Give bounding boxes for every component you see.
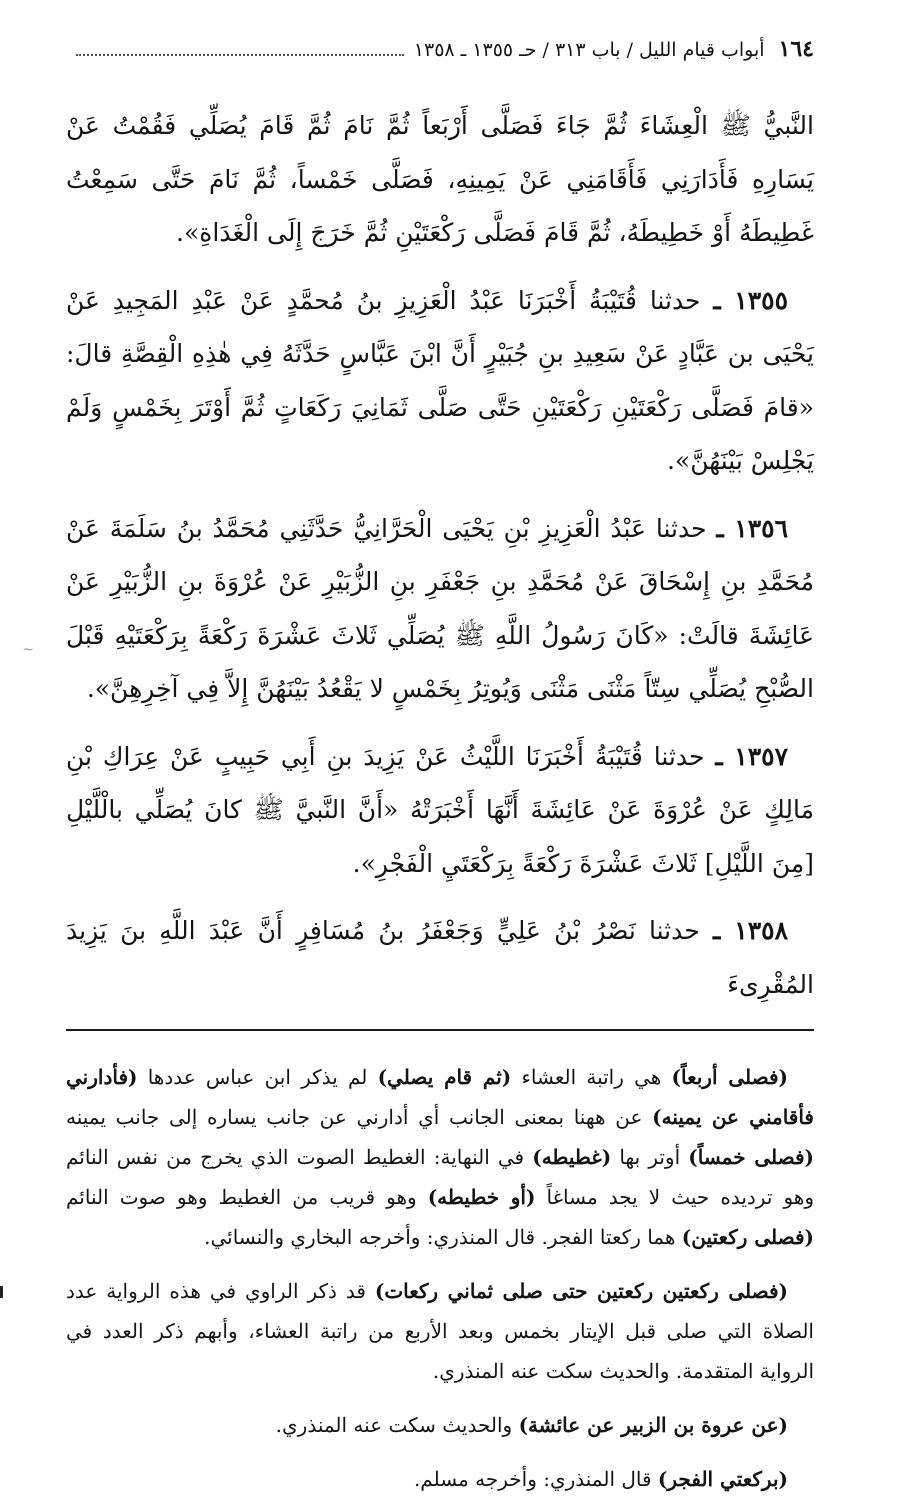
hadith-body: حدثنا نَصْرُ بْنُ عَلِيٍّ وَجَعْفَرُ بنُ مُسَافِرٍ أَنَّ عَبْدَ اللَّهِ بنَ يَزِيدَ المُقْرِىءَ [66, 916, 814, 999]
hadith-text [66, 99, 814, 1011]
commentary-note: (فصلى أربعاً) هي راتبة العشاء (ثم قام يصلي) لم يذكر ابن عباس عددها (فأدارني فأقامني عن يمينه) عن ههنا بمعنى الجانب أي أدارني عن جانب يساره إلى جانب يمينه (فصلى خمساً) أوتر بها (غطيطه) في النهاية: الغطيط الصوت الذي يخرج من نفس النائم وهو ترديده حيث لا يجد مساغاً (أو خطيطه) وهو قريب من الغطيط وهو صوت النائم (فصلى ركعتين) هما ركعتا الفجر. قال المنذري: وأخرجه البخاري والنسائي. [66, 1065, 814, 1249]
hadith-number: ١٣٥٨ ـ [712, 916, 789, 945]
page-number: ١٦٤ [778, 36, 814, 62]
margin-mark: ~ [22, 642, 34, 658]
hadith-body: حدثنا قُتَيْبَةُ أَخْبَرَنَا عَبْدُ الْعَزِيزِ بنُ مُحمَّدٍ عَنْ عَبْدِ المَجِيدِ عَنْ يَحْيَى بن عَبَّادٍ عَنْ سَعِيدِ بنِ جُبَيْرٍ أَنَّ ابْنَ عَبَّاسٍ حَدَّثَهُ فِي هٰذِهِ الْقِصَّةِ قالَ: «قامَ فَصَلَّى رَكْعَتَيْنِ رَكْعَتَيْنِ حَتَّى صَلَّى ثَمَانِيَ رَكَعَاتٍ ثُمَّ أَوْتَرَ بِخَمْسٍ وَلَمْ يَجْلِسْ بَيْنَهُنَّ». [66, 285, 814, 475]
hadith-number: ١٣٥٥ ـ [713, 285, 788, 315]
running-title: أبواب قيام الليل / باب ٣١٣ / حـ ١٣٥٥ ـ ١٣٥٨ [413, 39, 765, 61]
hadith-number: ١٣٥٦ ـ [716, 513, 789, 543]
header-dot-leader [76, 54, 404, 56]
hadith-continuation: النَّبيُّ ﷺ الْعِشَاءَ ثُمَّ جَاءَ فَصَلَّى أَرْبَعاً ثُمَّ نَامَ ثُمَّ قَامَ يُصَلِّي فَقُمْتُ عَنْ يَسَارِهِ فَأَدَارَنِي فَأَقَامَنِي عَنْ يَمِينِهِ، فَصَلَّى خَمْساً، ثُمَّ نَامَ حَتَّى سَمِعْتُ غَطِيطَهُ أَوْ خَطِيطَهُ، ثُمَّ قَامَ فَصَلَّى رَكْعَتَيْنِ ثُمَّ خَرَجَ إِلَى الْغَدَاةِ». [66, 111, 814, 247]
commentary-note: (عن عروة بن الزبير عن عائشة) والحديث سكت عنه المنذري. [275, 1413, 788, 1437]
scan-edge-mark [0, 1286, 3, 1298]
footnote-divider [66, 1029, 814, 1031]
commentary-note: (فصلى ركعتين ركعتين حتى صلى ثماني ركعات) قد ذكر الراوي في هذه الرواية عدد الصلاة التي صلى قبل الإيتار بخمس وبعد الأربع من راتبة العشاء، وأبهم ذكر العدد في الرواية المتقدمة. والحديث سكت عنه المنذري. [66, 1279, 814, 1383]
hadith-1358 [66, 904, 814, 1011]
hadith-1356 [66, 502, 814, 716]
commentary [66, 1057, 814, 1499]
commentary-note: (بركعتي الفجر) قال المنذري: وأخرجه مسلم. [413, 1467, 788, 1491]
hadith-body: حدثنا قُتَيْبَةُ أَخْبَرَنَا اللَّيْثُ عَنْ يَزِيدَ بنِ أَبِي حَبِيبٍ عَنْ عِرَاكِ بْنِ مَالِكٍ عَنْ عُرْوَةَ عَنْ عَائِشَةَ أَنَّهَا أَخْبَرَتْهُ «أَنَّ النَّبيَّ ﷺ كانَ يُصَلِّي بالْلَّيْلِ [مِنَ اللَّيْلِ] ثَلاثَ عَشْرَةَ رَكْعَةً بِرَكْعَتَيِ الْفَجْرِ». [66, 741, 814, 878]
hadith-number: ١٣٥٧ ـ [715, 741, 789, 771]
hadith-1355 [66, 274, 814, 488]
hadith-1357 [66, 730, 814, 891]
book-page [66, 36, 814, 1499]
hadith-body: حدثنا عَبْدُ الْعَزِيزِ بْنِ يَحْيَى الْحَرَّانِيُّ حَدَّثَنِي مُحَمَّدُ بنُ سَلَمَةَ عَنْ مُحَمَّدِ بنِ إِسْحَاقَ عَنْ مُحَمَّدِ بنِ جَعْفَرِ بنِ الزُّبَيْرِ عَنْ عُرْوَةَ بنِ الزُّبَيْرِ عَنْ عَائِشَةَ قالَتْ: «كَانَ رَسُولُ اللَّهِ ﷺ يُصَلِّي ثَلاثَ عَشْرَةَ رَكْعَةً بِرَكْعَتَيْهِ قَبْلَ الصُّبْحِ يُصَلِّي سِتّاً مَثْنَى مَثْنَى وَيُوتِرُ بِخَمْسٍ لا يَقْعُدُ بَيْنَهُنَّ إِلاَّ فِي آخِرِهِنَّ». [66, 513, 814, 703]
running-header [66, 36, 814, 77]
